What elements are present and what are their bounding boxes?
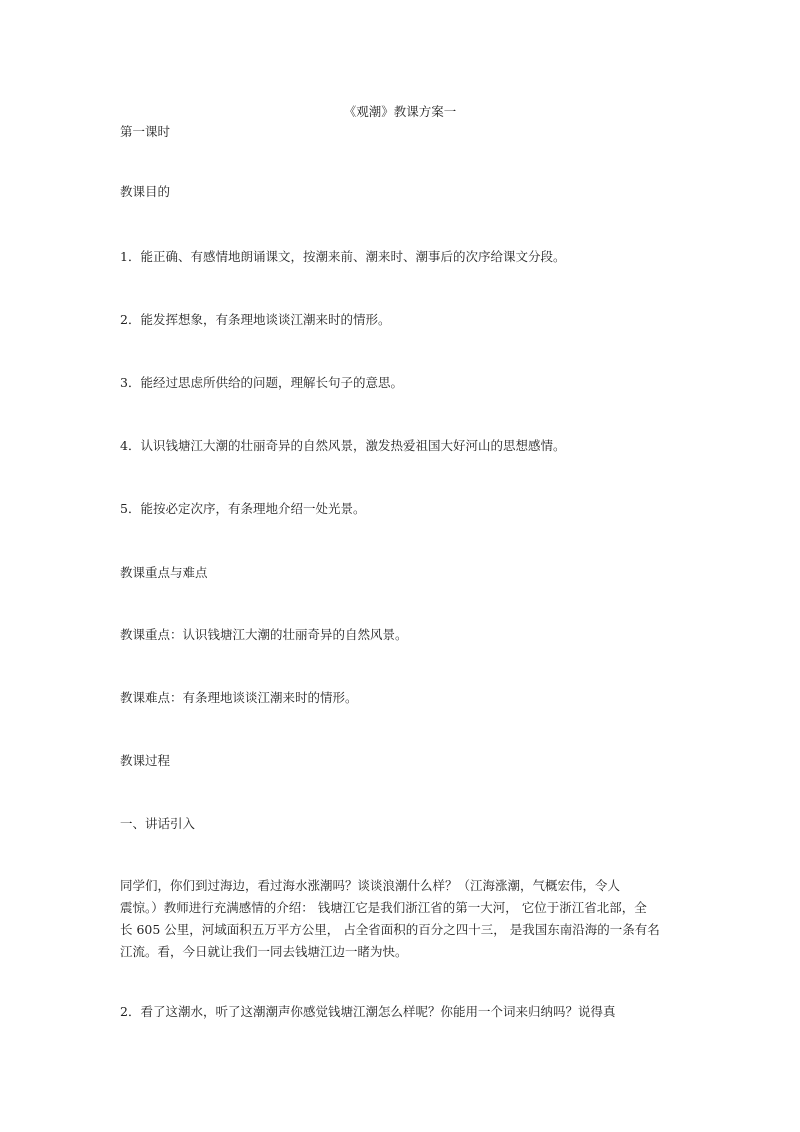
objective-item: 2．能发挥想象，有条理地谈谈江潮来时的情形。 [120, 312, 391, 327]
paragraph-line: 长 605 公里，河域面积五万平方公里， 占全省面积的百分之四十三， 是我国东南沿海的一条有名 [120, 922, 660, 937]
document-title: 《观潮》教课方案一 [343, 104, 457, 119]
objective-item: 3．能经过思虑所供给的问题，理解长句子的意思。 [120, 375, 403, 390]
difficulty-point: 教课难点：有条理地谈谈江潮来时的情形。 [120, 690, 358, 705]
keypoints-heading: 教课重点与难点 [120, 565, 208, 580]
objectives-heading: 教课目的 [120, 184, 171, 199]
paragraph-line: 江流。看，今日就让我们一同去钱塘江边一睹为快。 [120, 944, 408, 959]
key-point: 教课重点：认识钱塘江大潮的壮丽奇异的自然风景。 [120, 627, 408, 642]
intro-paragraph [120, 875, 660, 963]
paragraph-line: 同学们，你们到过海边，看过海水涨潮吗？谈谈浪潮什么样？（江海涨潮，气概宏伟，令人 [120, 878, 621, 893]
lesson-label: 第一课时 [120, 124, 171, 139]
objective-item: 4．认识钱塘江大潮的壮丽奇异的自然风景，激发热爱祖国大好河山的思想感情。 [120, 438, 566, 453]
objective-item: 5．能按必定次序，有条理地介绍一处光景。 [120, 501, 366, 516]
objective-item: 1．能正确、有感情地朗诵课文，按潮来前、潮来时、潮事后的次序给课文分段。 [120, 249, 566, 264]
paragraph-line: 震惊。）教师进行充满感情的介绍： 钱塘江它是我们浙江省的第一大河， 它位于浙江省北部，全 [120, 900, 647, 915]
section-heading: 一、讲话引入 [120, 816, 196, 831]
item-2: 2．看了这潮水，听了这潮潮声你感觉钱塘江潮怎么样呢？你能用一个词来归纳吗？说得真 [120, 1004, 616, 1019]
process-heading: 教课过程 [120, 753, 171, 768]
